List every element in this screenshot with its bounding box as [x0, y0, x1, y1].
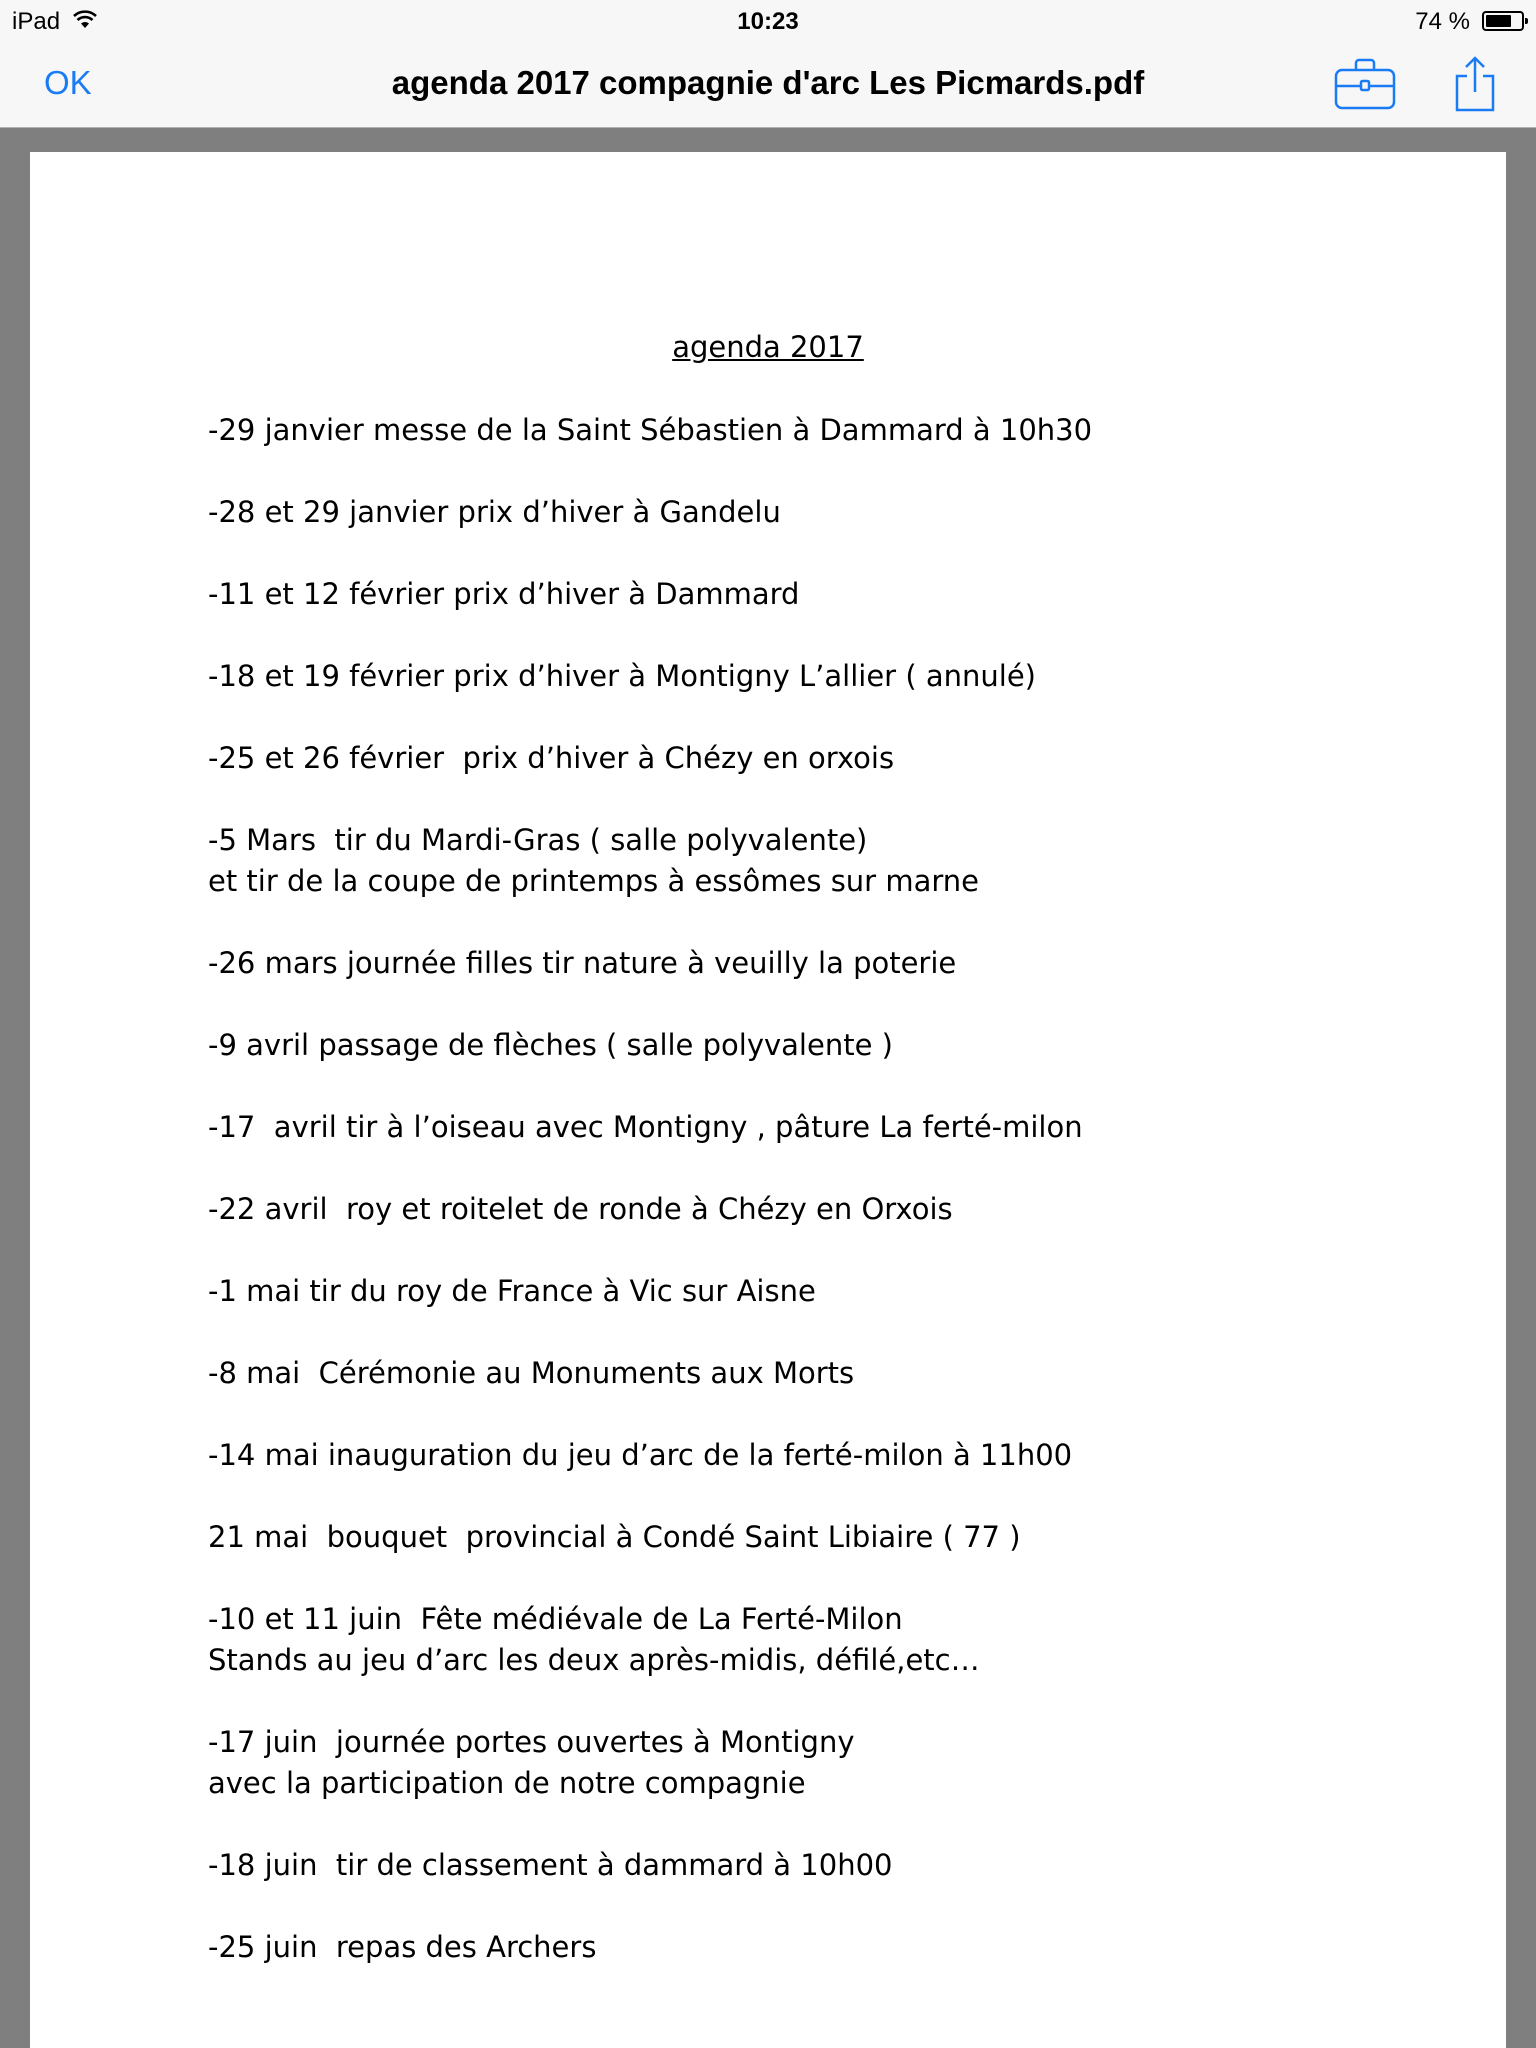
- agenda-event-line: -11 et 12 février prix d’hiver à Dammard: [208, 577, 800, 611]
- document-title: agenda 2017 compagnie d'arc Les Picmards.pdf: [391, 64, 1145, 101]
- agenda-event: [208, 1435, 1408, 1476]
- agenda-event-line: -22 avril roy et roitelet de ronde à Chézy en Orxois: [208, 1192, 953, 1226]
- agenda-event: [208, 656, 1408, 697]
- agenda-event-line: -17 juin journée portes ouvertes à Montigny: [208, 1725, 855, 1759]
- agenda-event-line: -29 janvier messe de la Saint Sébastien à Dammard à 10h30: [208, 413, 1093, 447]
- agenda-event: [208, 1271, 1408, 1312]
- navigation-bar: [0, 42, 1536, 128]
- pdf-page[interactable]: [30, 152, 1506, 2048]
- agenda-event: [208, 1722, 1408, 1804]
- agenda-event: [208, 1353, 1408, 1394]
- agenda-event: [208, 574, 1408, 615]
- agenda-event: [208, 410, 1408, 451]
- agenda-event-line: Stands au jeu d’arc les deux après-midis, défilé,etc…: [208, 1643, 980, 1677]
- agenda-title: agenda 2017: [672, 330, 864, 364]
- agenda-event-line: avec la participation de notre compagnie: [208, 1766, 806, 1800]
- agenda-event-line: -26 mars journée filles tir nature à veuilly la poterie: [208, 946, 957, 980]
- agenda-event: [208, 1517, 1408, 1558]
- agenda-event-line: -28 et 29 janvier prix d’hiver à Gandelu: [208, 495, 781, 529]
- event-list: [208, 410, 1408, 2009]
- agenda-event-line: -25 et 26 février prix d’hiver à Chézy en orxois: [208, 741, 895, 775]
- agenda-event: [208, 1927, 1408, 1968]
- agenda-event-line: -9 avril passage de flèches ( salle polyvalente ): [208, 1028, 893, 1062]
- agenda-event: [208, 1189, 1408, 1230]
- carrier-label: iPad: [12, 8, 61, 35]
- agenda-event-line: -1 mai tir du roy de France à Vic sur Aisne: [208, 1274, 816, 1308]
- toolbox-button[interactable]: [1334, 54, 1398, 114]
- agenda-event: [208, 1025, 1408, 1066]
- status-bar: [0, 0, 1536, 42]
- battery-icon: [1482, 11, 1524, 31]
- agenda-event: [208, 943, 1408, 984]
- agenda-event-line: et tir de la coupe de printemps à essômes sur marne: [208, 864, 979, 898]
- agenda-event: [208, 1845, 1408, 1886]
- agenda-event-line: -10 et 11 juin Fête médiévale de La Ferté-Milon: [208, 1602, 903, 1636]
- agenda-event-line: -14 mai inauguration du jeu d’arc de la ferté-milon à 11h00: [208, 1438, 1073, 1472]
- agenda-event-line: -17 avril tir à l’oiseau avec Montigny , pâture La ferté-milon: [208, 1110, 1083, 1144]
- agenda-event-line: 21 mai bouquet provincial à Condé Saint Libiaire ( 77 ): [208, 1520, 1021, 1554]
- agenda-event-line: -18 juin tir de classement à dammard à 10h00: [208, 1848, 893, 1882]
- agenda-event: [208, 738, 1408, 779]
- agenda-event: [208, 1107, 1408, 1148]
- agenda-event: [208, 1599, 1408, 1681]
- agenda-event-line: -5 Mars tir du Mardi-Gras ( salle polyvalente): [208, 823, 868, 857]
- share-button[interactable]: [1452, 54, 1498, 114]
- agenda-event-line: -18 et 19 février prix d’hiver à Montigny L’allier ( annulé): [208, 659, 1036, 693]
- toolbox-icon: [1334, 102, 1398, 117]
- battery-percentage: 74 %: [1415, 8, 1470, 35]
- ok-button[interactable]: OK: [44, 64, 92, 101]
- agenda-event: [208, 492, 1408, 533]
- share-icon: [1452, 102, 1498, 117]
- agenda-event: [208, 820, 1408, 902]
- agenda-event-line: -25 juin repas des Archers: [208, 1930, 597, 1964]
- agenda-event-line: -8 mai Cérémonie au Monuments aux Morts: [208, 1356, 855, 1390]
- clock: 10:23: [737, 8, 799, 35]
